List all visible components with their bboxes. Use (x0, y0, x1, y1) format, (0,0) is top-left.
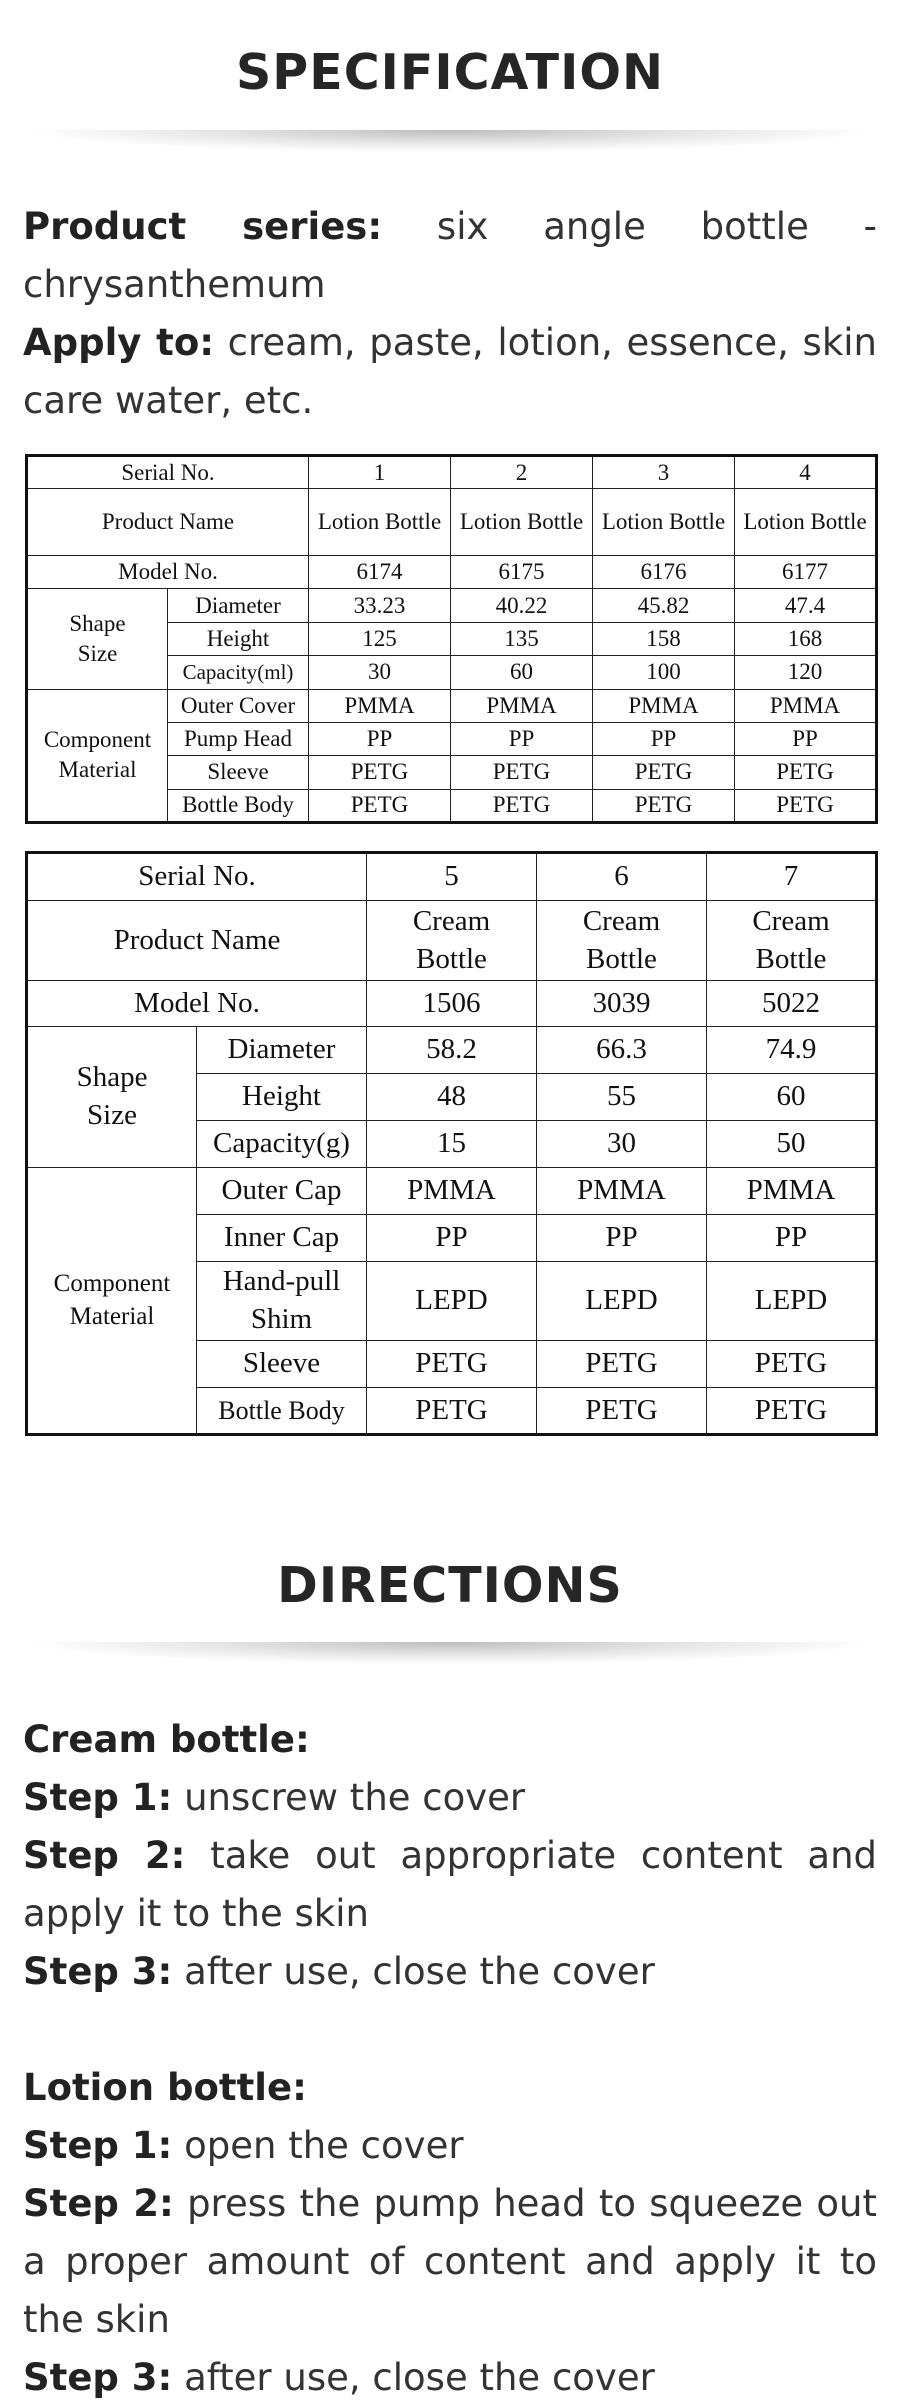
table-row (27, 1168, 877, 1215)
row-label: Capacity(ml) (168, 656, 309, 689)
cell: 100 (593, 656, 735, 689)
cell: PP (593, 722, 735, 755)
cell: 55 (537, 1074, 707, 1121)
cell: PETG (707, 1388, 877, 1435)
row-label: Height (168, 622, 309, 655)
cream-step-2: Step 2: take out appropriate content and apply it to the skin (23, 1834, 878, 1935)
row-label: Bottle Body (197, 1388, 367, 1435)
cell: 60 (451, 656, 593, 689)
row-label: Bottle Body (168, 789, 309, 822)
cell: 135 (451, 622, 593, 655)
row-label: Hand-pull Shim (197, 1262, 367, 1341)
table-row (27, 689, 877, 722)
apply-to-value: cream, paste, lotion, essence, skin care water, etc. (23, 321, 877, 422)
cell: 5022 (707, 981, 877, 1027)
cream-step-3: Step 3: after use, close the cover (23, 1950, 655, 1993)
cell: PMMA (451, 689, 593, 722)
model-label: Model No. (27, 981, 367, 1027)
cell: 6 (537, 853, 707, 901)
cell: PMMA (537, 1168, 707, 1215)
cell: 6174 (309, 556, 451, 589)
cell: PETG (537, 1388, 707, 1435)
cell: Lotion Bottle (593, 489, 735, 556)
cell: LEPD (707, 1262, 877, 1341)
apply-to-line (23, 314, 877, 430)
cell: 47.4 (735, 589, 877, 622)
cell: Cream Bottle (367, 901, 537, 981)
cell: 33.23 (309, 589, 451, 622)
cream-bottle-spec-table (25, 851, 878, 1436)
cell: PP (707, 1215, 877, 1262)
cell: PP (537, 1215, 707, 1262)
cell: PMMA (707, 1168, 877, 1215)
cell: 1 (309, 456, 451, 489)
serial-label: Serial No. (27, 456, 309, 489)
cell: 7 (707, 853, 877, 901)
cell: 60 (707, 1074, 877, 1121)
shape-size-label: Shape Size (27, 1027, 197, 1168)
cell: 48 (367, 1074, 537, 1121)
cell: 74.9 (707, 1027, 877, 1074)
product-series-value: six angle bottle - chrysanthemum (23, 205, 877, 306)
cell: 120 (735, 656, 877, 689)
cell: PETG (367, 1388, 537, 1435)
cell: 4 (735, 456, 877, 489)
cell: 66.3 (537, 1027, 707, 1074)
product-series-line (23, 198, 877, 314)
cream-step-1: Step 1: unscrew the cover (23, 1776, 526, 1819)
cell: PP (309, 722, 451, 755)
cell: 125 (309, 622, 451, 655)
component-material-label: Component Material (27, 689, 168, 822)
lotion-bottle-title: Lotion bottle: (23, 2066, 307, 2109)
cell: PETG (593, 756, 735, 789)
product-series-label: Product series: (23, 205, 383, 248)
serial-label: Serial No. (27, 853, 367, 901)
cell: Lotion Bottle (309, 489, 451, 556)
row-label: Inner Cap (197, 1215, 367, 1262)
directions-text (23, 1711, 877, 2407)
cell: PP (451, 722, 593, 755)
lotion-bottle-spec-table (25, 454, 878, 824)
cell: 3 (593, 456, 735, 489)
cell: PMMA (593, 689, 735, 722)
cell: Lotion Bottle (735, 489, 877, 556)
cell: PETG (367, 1341, 537, 1388)
row-label: Diameter (168, 589, 309, 622)
table-row (27, 456, 877, 489)
cell: PETG (451, 756, 593, 789)
specification-text (23, 198, 877, 430)
cell: 15 (367, 1121, 537, 1168)
row-label: Sleeve (197, 1341, 367, 1388)
cell: 168 (735, 622, 877, 655)
cell: 30 (537, 1121, 707, 1168)
cell: Cream Bottle (707, 901, 877, 981)
cell: 5 (367, 853, 537, 901)
cell: 45.82 (593, 589, 735, 622)
cell: PETG (451, 789, 593, 822)
model-label: Model No. (27, 556, 309, 589)
cell: 6177 (735, 556, 877, 589)
row-label: Outer Cap (197, 1168, 367, 1215)
table-row (27, 981, 877, 1027)
cell: 1506 (367, 981, 537, 1027)
heading-shadow-divider (30, 130, 870, 152)
cell: PETG (309, 789, 451, 822)
cell: PETG (707, 1341, 877, 1388)
row-label: Diameter (197, 1027, 367, 1074)
cell: Lotion Bottle (451, 489, 593, 556)
component-material-label: Component Material (27, 1168, 197, 1435)
lotion-step-1: Step 1: open the cover (23, 2124, 464, 2167)
shape-size-label: Shape Size (27, 589, 168, 689)
cell: PP (735, 722, 877, 755)
lotion-step-2: Step 2: press the pump head to squeeze out a proper amount of content and apply it to the skin (23, 2182, 877, 2341)
cell: 2 (451, 456, 593, 489)
cell: 58.2 (367, 1027, 537, 1074)
table-row (27, 589, 877, 622)
cell: Cream Bottle (537, 901, 707, 981)
cell: 40.22 (451, 589, 593, 622)
row-label: Capacity(g) (197, 1121, 367, 1168)
paragraph-gap (23, 2001, 877, 2059)
cell: LEPD (367, 1262, 537, 1341)
cell: PMMA (309, 689, 451, 722)
cell: 6176 (593, 556, 735, 589)
row-label: Outer Cover (168, 689, 309, 722)
cell: PETG (593, 789, 735, 822)
row-label: Sleeve (168, 756, 309, 789)
cell: 50 (707, 1121, 877, 1168)
cell: 6175 (451, 556, 593, 589)
cream-bottle-title: Cream bottle: (23, 1718, 310, 1761)
apply-to-label: Apply to: (23, 321, 215, 364)
table-row (27, 489, 877, 556)
cell: PETG (537, 1341, 707, 1388)
cell: PMMA (735, 689, 877, 722)
lotion-step-3: Step 3: after use, close the cover (23, 2356, 655, 2399)
row-label: Pump Head (168, 722, 309, 755)
row-label: Height (197, 1074, 367, 1121)
cell: LEPD (537, 1262, 707, 1341)
table-row (27, 901, 877, 981)
product-name-label: Product Name (27, 901, 367, 981)
cell: PP (367, 1215, 537, 1262)
cell: PMMA (367, 1168, 537, 1215)
cell: PETG (309, 756, 451, 789)
directions-heading: DIRECTIONS (277, 1557, 623, 1614)
cell: 3039 (537, 981, 707, 1027)
cell: 158 (593, 622, 735, 655)
table-row (27, 556, 877, 589)
cell: 30 (309, 656, 451, 689)
product-name-label: Product Name (27, 489, 309, 556)
table-row (27, 1027, 877, 1074)
heading-shadow-divider (30, 1642, 870, 1664)
cell: PETG (735, 789, 877, 822)
cell: PETG (735, 756, 877, 789)
specification-heading: SPECIFICATION (236, 44, 664, 101)
table-row (27, 853, 877, 901)
